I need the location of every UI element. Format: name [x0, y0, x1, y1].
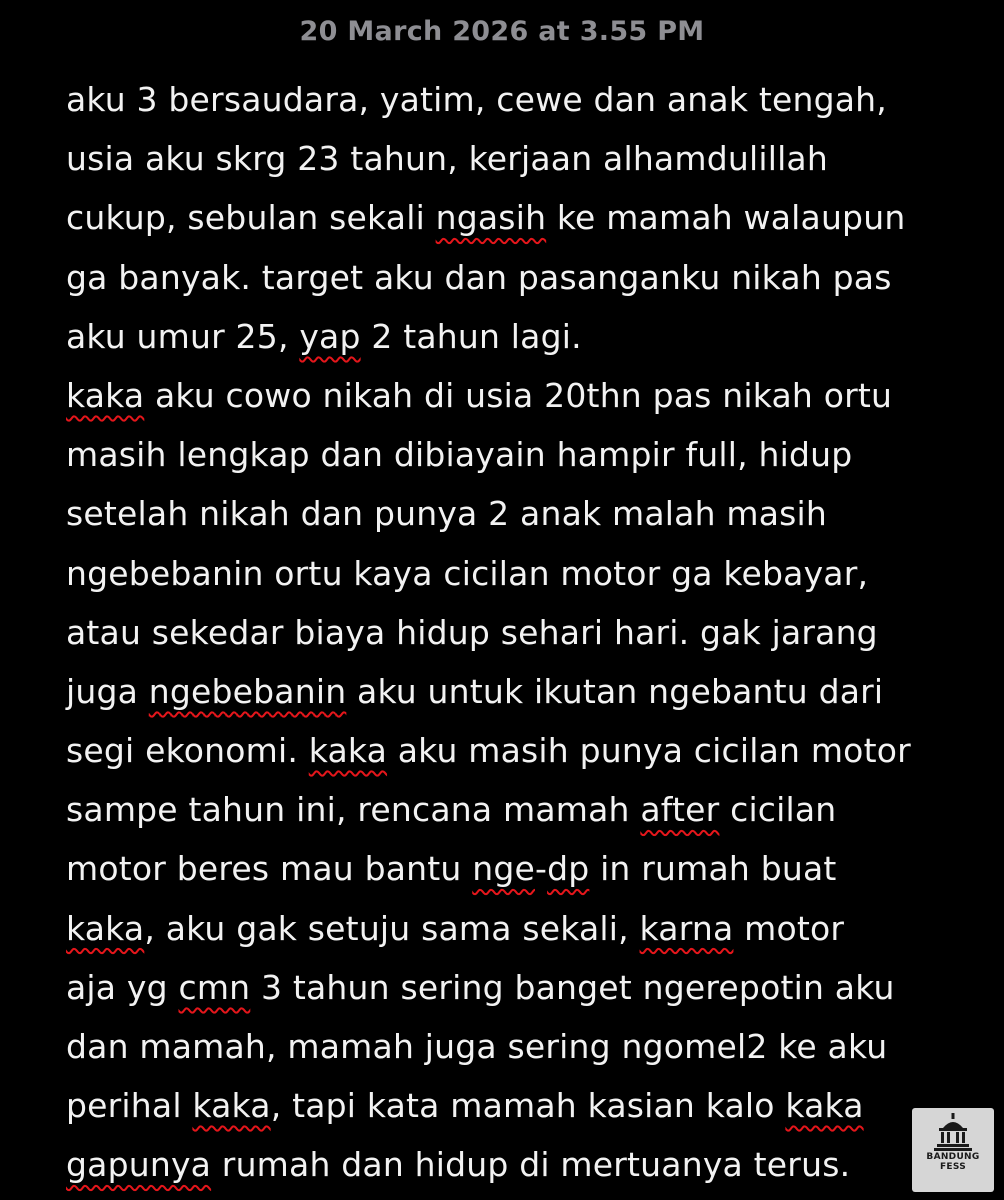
- note-text: aku 3 bersaudara, yatim, cewe dan anak tengah,: [66, 80, 887, 119]
- note-line: [66, 780, 966, 839]
- note-text: aku masih punya cicilan motor: [387, 731, 911, 771]
- spellcheck-word[interactable]: kaka: [785, 1086, 864, 1126]
- spellcheck-word[interactable]: ngebebanin: [148, 671, 347, 711]
- note-text: dan mamah, mamah juga sering ngomel2 ke aku: [66, 1027, 888, 1066]
- note-line: [66, 544, 966, 603]
- note-line: [66, 70, 966, 129]
- watermark-text-line1: BANDUNG: [926, 1152, 980, 1162]
- note-text: rumah dan hidup di mertuanya terus.: [211, 1145, 851, 1185]
- spellcheck-word[interactable]: kaka: [308, 731, 388, 771]
- building-icon: [931, 1112, 975, 1152]
- spellcheck-word[interactable]: karna: [639, 908, 734, 948]
- spellcheck-word[interactable]: kaka: [192, 1086, 271, 1126]
- note-text: aku umur 25,: [66, 316, 300, 356]
- note-text: aku cowo nikah di usia 20thn pas nikah ortu: [144, 375, 893, 415]
- note-line: [66, 662, 966, 721]
- note-text: segi ekonomi.: [66, 731, 309, 771]
- note-line: [66, 484, 966, 543]
- note-text: ke mamah walaupun: [546, 198, 906, 238]
- note-line: [66, 129, 966, 188]
- note-text: -: [534, 849, 548, 889]
- note-text: motor: [733, 908, 845, 948]
- note-line: [66, 188, 966, 247]
- note-timestamp: 20 March 2026 at 3.55 PM: [299, 16, 705, 47]
- watermark-text-line2: FESS: [939, 1162, 967, 1172]
- note-text: 2 tahun lagi.: [360, 316, 582, 356]
- note-text: , tapi kata mamah kasian kalo: [270, 1086, 786, 1126]
- spellcheck-word[interactable]: nge: [472, 849, 535, 889]
- note-text: , aku gak setuju sama sekali,: [144, 908, 640, 948]
- note-text: cicilan: [719, 790, 837, 830]
- note-line: [66, 1135, 966, 1194]
- spellcheck-word[interactable]: kaka: [66, 908, 145, 948]
- note-line: [66, 1017, 966, 1076]
- spellcheck-word[interactable]: after: [640, 790, 720, 830]
- watermark-logo: [912, 1108, 994, 1192]
- note-text: motor beres mau bantu: [66, 849, 473, 889]
- note-text: setelah nikah dan punya 2 anak malah masih: [66, 494, 828, 534]
- note-body[interactable]: [66, 70, 966, 1195]
- spellcheck-word[interactable]: gapunya: [66, 1145, 212, 1185]
- note-text: ngebebanin ortu kaya cicilan motor ga kebayar,: [66, 553, 869, 593]
- note-line: [66, 307, 966, 366]
- note-line: [66, 366, 966, 425]
- note-line: [66, 721, 966, 780]
- note-text: usia aku skrg 23 tahun, kerjaan alhamdulillah: [66, 139, 828, 179]
- note-text: sampe tahun ini, rencana mamah: [66, 790, 641, 830]
- note-text: masih lengkap dan dibiayain hampir full, hidup: [66, 435, 853, 475]
- note-line: [66, 425, 966, 484]
- spellcheck-word[interactable]: cmn: [178, 967, 251, 1007]
- note-line: [66, 1076, 966, 1135]
- note-text: 3 tahun sering banget ngerepotin aku: [250, 967, 895, 1007]
- note-text: aja yg: [66, 967, 179, 1007]
- note-line: [66, 603, 966, 662]
- note-text: cukup, sebulan sekali: [66, 198, 436, 238]
- note-text: atau sekedar biaya hidup sehari hari. gak jarang: [66, 612, 878, 652]
- note-line: [66, 839, 966, 898]
- note-text: ga banyak. target aku dan pasanganku nikah pas: [66, 257, 892, 297]
- note-line: [66, 899, 966, 958]
- spellcheck-word[interactable]: kaka: [66, 375, 145, 415]
- note-text: perihal: [66, 1086, 193, 1126]
- note-text: in rumah buat: [589, 849, 837, 889]
- note-text: juga: [66, 671, 149, 711]
- spellcheck-word[interactable]: dp: [547, 849, 590, 889]
- note-text: aku untuk ikutan ngebantu dari: [346, 671, 884, 711]
- spellcheck-word[interactable]: yap: [299, 316, 361, 356]
- note-line: [66, 958, 966, 1017]
- spellcheck-word[interactable]: ngasih: [435, 198, 547, 238]
- note-line: [66, 248, 966, 307]
